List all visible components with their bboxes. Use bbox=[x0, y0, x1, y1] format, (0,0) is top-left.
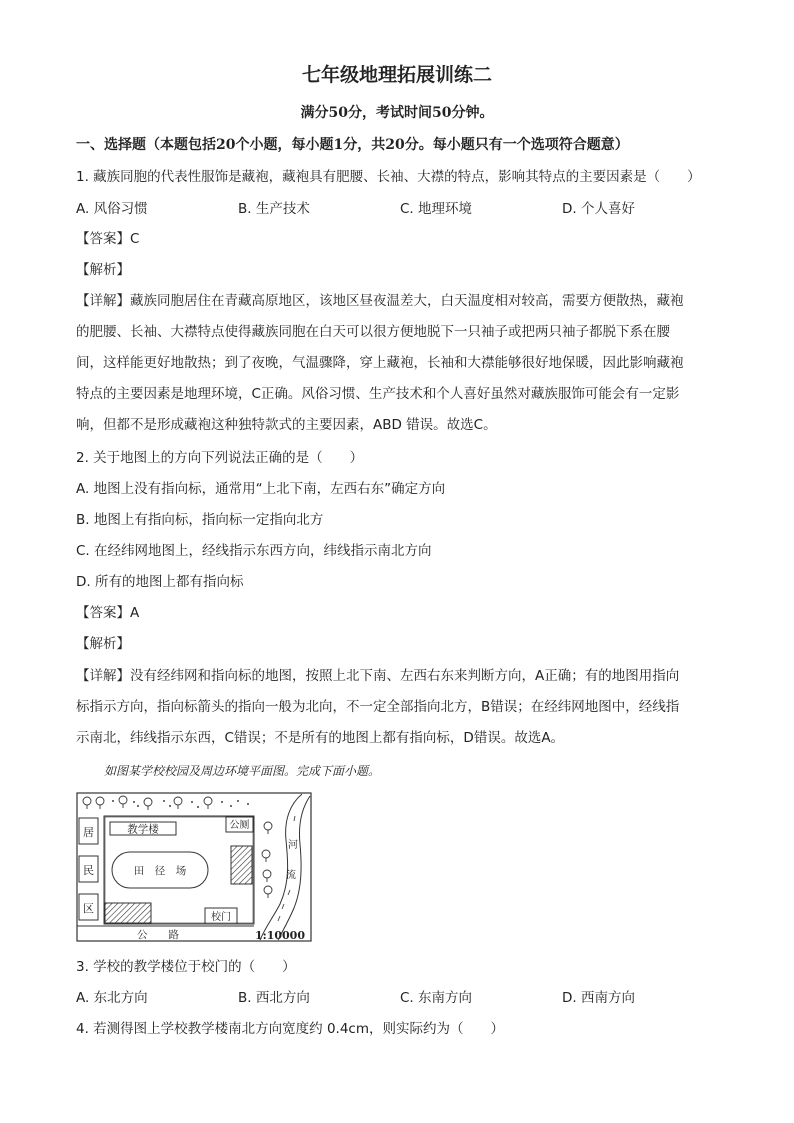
question-2-detail-line: 示南北，纬线指示东西，C错误；不是所有的地图上都有指向标，D错误。故选A。 bbox=[76, 730, 565, 746]
question-1-option-b: B. 生产技术 bbox=[238, 201, 310, 217]
question-2-answer: 【答案】A bbox=[76, 605, 140, 621]
question-2-detail-line: 标指示方向，指向标箭头的指向一般为北向，不一定全部指向北方，B错误；在经纬网地图中，经线指 bbox=[76, 699, 680, 715]
tree-column-east-icon bbox=[262, 822, 272, 898]
question-1-option-c: C. 地理环境 bbox=[400, 201, 473, 217]
campus-map bbox=[76, 792, 312, 942]
school-gate-label: 校门 bbox=[211, 912, 231, 923]
track-field-label: 田 径 场 bbox=[133, 865, 187, 877]
page-title: 七年级地理拓展训练二 bbox=[301, 64, 492, 86]
river-bank-west bbox=[260, 794, 302, 940]
question-2-option-c: C. 在经纬网地图上，经线指示东西方向，纬线指示南北方向 bbox=[76, 543, 432, 559]
residential-label: 居 bbox=[83, 826, 94, 839]
question-3-option-a: A. 东北方向 bbox=[76, 990, 148, 1006]
page-subtitle: 满分50分，考试时间50分钟。 bbox=[300, 105, 494, 121]
toilet-label: 公厕 bbox=[229, 820, 250, 831]
river-label: 河 bbox=[288, 840, 298, 851]
question-1-detail-line: 的肥腰、长袖、大襟特点使得藏族同胞在白天可以很方便地脱下一只袖子或把两只袖子都脱下系在腰 bbox=[76, 324, 670, 340]
question-2-stem: 2. 关于地图上的方向下列说法正确的是（ ） bbox=[76, 450, 364, 466]
river-label: 流 bbox=[286, 870, 296, 881]
question-3-option-b: B. 西北方向 bbox=[238, 990, 310, 1006]
hatched-building-east bbox=[231, 846, 252, 884]
question-1-option-a: A. 风俗习惯 bbox=[76, 201, 148, 217]
question-1-detail-line: 响，但都不是形成藏袍这种独特款式的主要因素，ABD 错误。故选C。 bbox=[76, 417, 497, 433]
question-1-stem: 1. 藏族同胞的代表性服饰是藏袍，藏袍具有肥腰、长袖、大襟的特点，影响其特点的主要因素是（ ） bbox=[76, 169, 701, 185]
question-1-detail-line: 特点的主要因素是地理环境，C正确。风俗习惯、生产技术和个人喜好虽然对藏族服饰可能会有一定影 bbox=[76, 386, 680, 402]
residential-label: 民 bbox=[83, 864, 94, 877]
question-4-stem: 4. 若测得图上学校教学楼南北方向宽度约 0.4cm，则实际约为（ ） bbox=[76, 1021, 505, 1037]
question-1-detail-line: 间，这样能更好地散热；到了夜晚，气温骤降，穿上藏袍，长袖和大襟能够很好地保暖，因此影响藏袍 bbox=[76, 355, 684, 371]
teaching-building-label: 教学楼 bbox=[127, 823, 159, 836]
question-1-detail-line: 【详解】藏族同胞居住在青藏高原地区，该地区昼夜温差大，白天温度相对较高，需要方便散热，藏袍 bbox=[76, 293, 684, 309]
scale-label: 1:10000 bbox=[255, 929, 305, 942]
question-2-analysis-heading: 【解析】 bbox=[76, 636, 130, 652]
tree-row-top-icon bbox=[83, 796, 212, 810]
question-1-option-d: D. 个人喜好 bbox=[562, 201, 635, 217]
question-3-option-d: D. 西南方向 bbox=[562, 990, 635, 1006]
section-heading: 一、选择题（本题包括20个小题，每小题1分，共20分。每小题只有一个选项符合题意） bbox=[76, 137, 629, 153]
question-3-stem: 3. 学校的教学楼位于校门的（ ） bbox=[76, 959, 296, 975]
question-3-option-c: C. 东南方向 bbox=[400, 990, 473, 1006]
question-1-analysis-heading: 【解析】 bbox=[76, 262, 130, 278]
road-label: 公 路 bbox=[137, 929, 179, 941]
question-2-detail-line: 【详解】没有经纬网和指向标的地图，按照上北下南、左西右东来判断方向，A正确；有的地图用指向 bbox=[76, 668, 680, 684]
figure-caption: 如图某学校校园及周边环境平面图。完成下面小题。 bbox=[104, 764, 381, 778]
river-flow-marks-icon bbox=[278, 816, 295, 921]
river-bank-east bbox=[278, 796, 310, 940]
residential-label: 区 bbox=[83, 902, 94, 915]
question-2-option-b: B. 地图上有指向标，指向标一定指向北方 bbox=[76, 512, 324, 528]
question-2-option-a: A. 地图上没有指向标，通常用“上北下南，左西右东”确定方向 bbox=[76, 481, 446, 497]
question-1-answer: 【答案】C bbox=[76, 231, 140, 247]
question-2-option-d: D. 所有的地图上都有指向标 bbox=[76, 574, 244, 590]
hatched-building-southwest bbox=[105, 903, 151, 923]
